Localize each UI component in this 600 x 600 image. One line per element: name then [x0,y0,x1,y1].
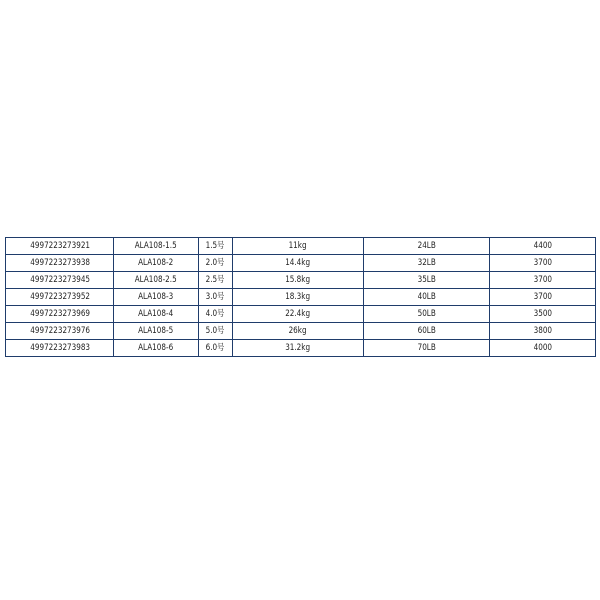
strength-lb-cell: 50LB [364,306,490,323]
size-cell: 2.5号 [199,272,233,289]
strength-kg-cell: 11kg [233,238,364,255]
model-cell: ALA108-2 [114,255,199,272]
size-cell: 3.0号 [199,289,233,306]
table-row [6,340,596,357]
model-cell: ALA108-1.5 [114,238,199,255]
strength-lb-cell: 70LB [364,340,490,357]
table-row [6,323,596,340]
strength-kg-cell: 14.4kg [233,255,364,272]
strength-lb-cell: 24LB [364,238,490,255]
jan-code-cell: 4997223273921 [6,238,114,255]
price-cell: 3500 [490,306,596,323]
table-row [6,238,596,255]
price-cell: 3700 [490,255,596,272]
price-cell: 4000 [490,340,596,357]
strength-lb-cell: 35LB [364,272,490,289]
jan-code-cell: 4997223273945 [6,272,114,289]
strength-kg-cell: 22.4kg [233,306,364,323]
table-row [6,255,596,272]
jan-code-cell: 4997223273969 [6,306,114,323]
strength-kg-cell: 15.8kg [233,272,364,289]
table-row [6,306,596,323]
table-row [6,272,596,289]
jan-code-cell: 4997223273938 [6,255,114,272]
size-cell: 2.0号 [199,255,233,272]
strength-lb-cell: 40LB [364,289,490,306]
price-cell: 4400 [490,238,596,255]
table-body [6,238,596,357]
jan-code-cell: 4997223273976 [6,323,114,340]
strength-lb-cell: 60LB [364,323,490,340]
model-cell: ALA108-5 [114,323,199,340]
price-cell: 3700 [490,289,596,306]
size-cell: 6.0号 [199,340,233,357]
table-row [6,289,596,306]
product-spec-table [5,237,596,357]
model-cell: ALA108-2.5 [114,272,199,289]
model-cell: ALA108-4 [114,306,199,323]
jan-code-cell: 4997223273983 [6,340,114,357]
size-cell: 4.0号 [199,306,233,323]
size-cell: 5.0号 [199,323,233,340]
price-cell: 3700 [490,272,596,289]
model-cell: ALA108-6 [114,340,199,357]
strength-kg-cell: 18.3kg [233,289,364,306]
strength-lb-cell: 32LB [364,255,490,272]
price-cell: 3800 [490,323,596,340]
strength-kg-cell: 31.2kg [233,340,364,357]
size-cell: 1.5号 [199,238,233,255]
strength-kg-cell: 26kg [233,323,364,340]
model-cell: ALA108-3 [114,289,199,306]
jan-code-cell: 4997223273952 [6,289,114,306]
